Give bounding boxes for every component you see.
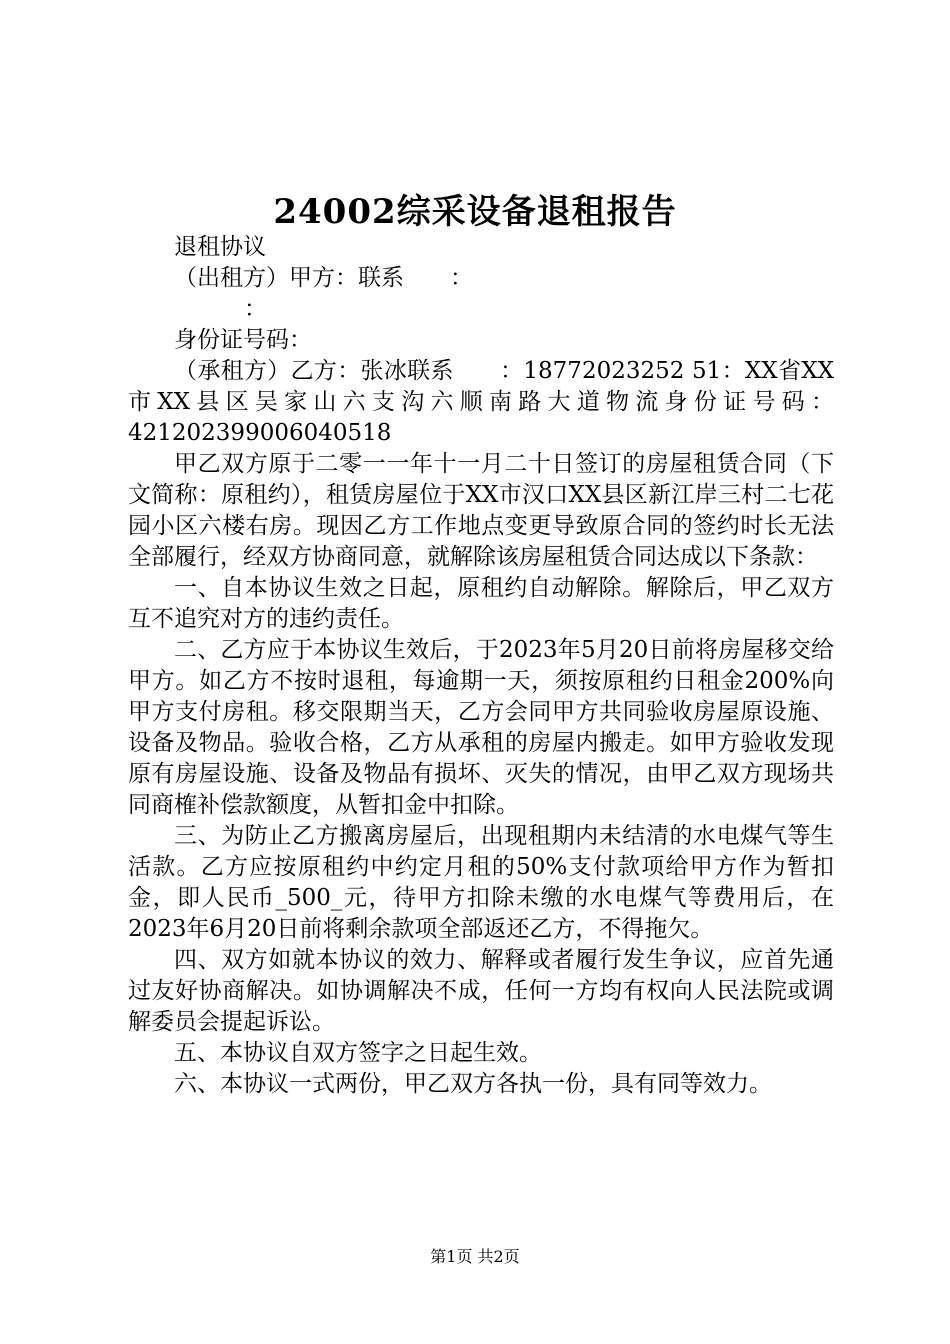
clause-4: 四、双方如就本协议的效力、解释或者履行发生争议，应首先通过友好协商解决。如协调解决不成，任何一方均有权向人民法院或调解委员会提起诉讼。 <box>128 947 834 1035</box>
document-body <box>128 232 834 1100</box>
paragraph-intro: 甲乙双方原于二零一一年十一月二十日签订的房屋租赁合同（下文简称：原租约），租赁房屋位于XX市汉口XX县区新江岸三村二七花园小区六楼右房。现因乙方工作地点变更导致原合同的签约时长无法全部履行，经双方协商同意，就解除该房屋租赁合同达成以下条款： <box>128 451 834 570</box>
lessor-line <box>128 263 834 294</box>
clause-3: 三、为防止乙方搬离房屋后，出现租期内未结清的水电煤气等生活款。乙方应按原租约中约定月租的50%支付款项给甲方作为暂扣金，即人民币_500_元，待甲方扣除未缴的水电煤气等费用后，在2023年6月20日前将剩余款项全部返还乙方，不得拖欠。 <box>128 823 834 942</box>
lessor-contact-colon: ： <box>450 265 473 291</box>
clause-6: 六、本协议一式两份，甲乙双方各执一份，具有同等效力。 <box>174 1071 772 1097</box>
document-title: 24002综采设备退租报告 <box>273 192 677 232</box>
lessor-id-line: 身份证号码： <box>174 327 312 353</box>
lessee-address-and-id: ：XX省XX市XX县区吴家山六支沟六顺南路大道物流身份证号码：421202399006040518 <box>128 358 835 446</box>
page-footer: 第1页 共2页 <box>430 1247 520 1266</box>
lessor-address-line: ： <box>244 296 267 322</box>
clause-1: 一、自本协议生效之日起，原租约自动解除。解除后，甲乙双方互不追究对方的违约责任。 <box>128 575 834 632</box>
lessee-phone: 18772023252 51 <box>523 358 722 384</box>
agreement-heading: 退租协议 <box>174 234 266 260</box>
lessee-line <box>128 356 834 449</box>
clause-5: 五、本协议自双方签字之日起生效。 <box>174 1040 542 1066</box>
lessee-label: （承租方）乙方：张冰联系 <box>174 358 454 384</box>
lessee-contact-colon: ： <box>499 358 524 384</box>
clause-2: 二、乙方应于本协议生效后，于2023年5月20日前将房屋移交给甲方。如乙方不按时退租，每逾期一天，须按原租约日租金200%向甲方支付房租。移交限期当天，乙方会同甲方共同验收房屋原设施、设备及物品。验收合格，乙方从承租的房屋内搬走。如甲方验收发现原有房屋设施、设备及物品有损坏、灭失的情况，由甲乙双方现场共同商榷补偿款额度，从暂扣金中扣除。 <box>128 637 834 818</box>
lessor-label: （出租方）甲方：联系 <box>174 265 404 291</box>
